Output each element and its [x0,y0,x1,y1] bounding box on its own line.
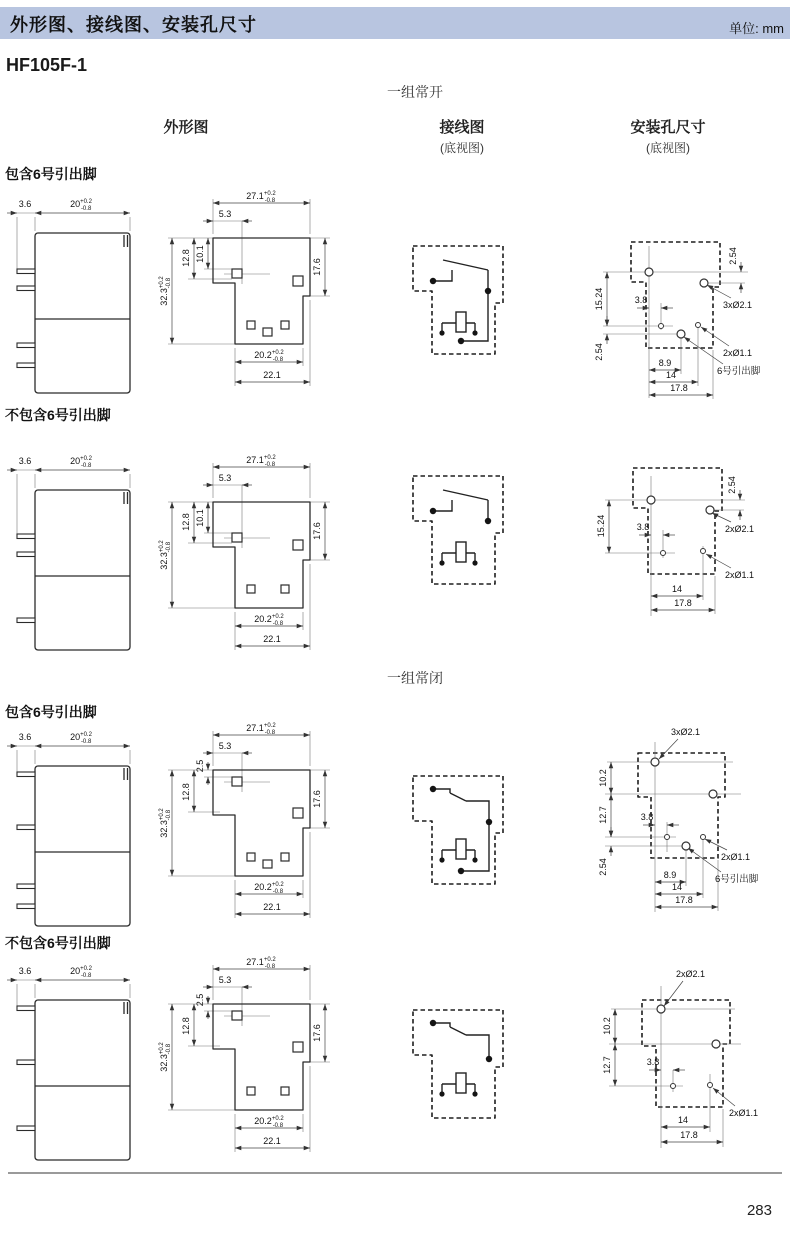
hole-spec-label: 2xØ2.1 [676,969,706,979]
dim-label: $20.2^{+0.2}$ -0.8 [254,882,284,895]
dim-label: 17.6 [312,258,322,276]
bottom-view-1 [158,188,358,403]
holes [647,496,714,556]
mounting-holes-2 [583,438,788,628]
section2-label: 不包含6号引出脚 [5,407,111,423]
side-view-2 [5,450,155,662]
circuit [430,260,491,344]
dim-label: 3.6 [18,732,32,742]
dim-label: 3.6 [18,966,32,976]
dim-label: 22.1 [263,1136,281,1146]
dim-label: 3.8 [634,295,648,305]
dim-label: 2.54 [727,476,737,494]
section4-label: 不包含6号引出脚 [5,935,111,951]
dim-label: 2.5 [195,993,205,1007]
dim-label: 14 [665,370,677,380]
circuit [430,786,492,874]
footprint-outline [413,476,503,584]
dims [7,456,130,536]
dims [159,723,330,918]
hole-spec-label: 2xØ1.1 [723,348,753,358]
dim-label: 12.8 [181,1017,191,1035]
relay-body [17,490,130,650]
dims [596,476,754,616]
dim-label: $32.3^{+0.2}-0.8$ [159,276,172,306]
dim-label: 3.8 [640,812,654,822]
side-view-3 [5,726,155,938]
dim-label: 3.6 [18,456,32,466]
hole-spec-label: 2xØ2.1 [725,524,755,534]
col-wiring-sub: (底视图) [440,141,484,155]
footprint-outline [633,468,722,574]
dim-label: $32.3^{+0.2}-0.8$ [159,540,172,570]
hole-spec-label: 2xØ1.1 [721,852,751,862]
dim-label: 22.1 [263,370,281,380]
dim-label: 12.7 [602,1056,612,1074]
dim-label: 2.5 [195,759,205,773]
relay-body [17,1000,130,1160]
dims [594,246,761,399]
model-title: HF105F-1 [6,55,88,75]
dim-label: 10.2 [602,1017,612,1035]
side-view-4 [5,960,155,1172]
dim-label: 22.1 [263,902,281,912]
dim-label: 5.3 [218,209,232,219]
circuit [430,1020,492,1097]
dim-label: $27.1^{+0.2}$ -0.8 [246,191,276,204]
wiring-diagram-4 [400,992,515,1157]
dim-label: 12.8 [181,783,191,801]
circuit [430,490,491,566]
dim-label: 8.9 [663,870,677,880]
dim-label: $20^{+0.2}$ -0.8 [70,199,92,212]
pin6-label: 6号引出脚 [715,874,759,885]
dim-label: 17.6 [312,1024,322,1042]
dim-label: 12.8 [181,513,191,531]
dim-label: 12.7 [598,806,608,824]
dim-label: 2.54 [598,858,608,876]
wiring-diagram-1 [400,228,515,393]
header-bar [0,7,790,39]
dim-label: 17.8 [674,598,692,608]
hole-spec-label: 2xØ1.1 [729,1108,759,1118]
relay-body [17,766,130,926]
dim-label: 2.54 [728,247,738,265]
dim-label: 10.2 [598,769,608,787]
dim-label: 15.24 [596,514,606,538]
dim-label: 5.3 [218,473,232,483]
relay-footprint [213,770,310,876]
relay-footprint [213,1004,310,1110]
dim-label: 3.8 [636,522,650,532]
dim-label: 5.3 [218,975,232,985]
section3-label: 包含6号引出脚 [5,704,97,720]
relay-body [17,233,130,393]
dim-label: 12.8 [181,249,191,267]
bottom-view-3 [158,720,358,935]
dim-label: $20.2^{+0.2}$ -0.8 [254,1116,284,1129]
page-number: 283 [746,1202,772,1219]
mounting-holes-1 [583,218,788,408]
dim-label: 5.3 [218,741,232,751]
bottom-view-2 [158,452,358,667]
dim-label: $27.1^{+0.2}$ -0.8 [246,957,276,970]
dim-label: $32.3^{+0.2}-0.8$ [159,808,172,838]
mounting-holes-3 [583,722,788,922]
dims [7,199,130,273]
dim-label: 2.54 [594,343,604,361]
dims [602,969,758,1148]
dim-label: 10.1 [195,509,205,527]
dim-label: 8.9 [658,358,672,368]
dim-label: 22.1 [263,634,281,644]
side-view-1 [5,193,155,405]
dim-label: $20^{+0.2}$ -0.8 [70,966,92,979]
dims [159,191,330,386]
group-label-closed: 一组常闭 [387,670,443,686]
wiring-diagram-2 [400,458,515,623]
dim-label: $32.3^{+0.2}-0.8$ [159,1042,172,1072]
dim-label: 3.8 [646,1057,660,1067]
unit-label: 单位: mm [729,21,784,36]
dims [159,957,330,1152]
holes [657,1005,720,1089]
dim-label: 14 [671,882,683,892]
relay-footprint [213,502,310,608]
footer-divider [8,1172,782,1174]
col-wiring: 接线图 [439,119,485,136]
page-title: 外形图、接线图、安装孔尺寸 [10,15,257,35]
hole-spec-label: 2xØ1.1 [725,570,755,580]
footprint-outline [413,246,503,354]
relay-footprint [213,238,310,344]
dim-label: $27.1^{+0.2}$ -0.8 [246,455,276,468]
dim-label: 17.8 [675,895,693,905]
dim-label: $27.1^{+0.2}$ -0.8 [246,723,276,736]
col-outline: 外形图 [163,119,209,136]
dims [598,727,759,912]
footprint-outline [413,1010,503,1118]
holes [651,758,717,850]
holes [645,268,708,338]
mounting-holes-4 [583,962,788,1162]
dim-label: 17.6 [312,790,322,808]
col-mounting: 安装孔尺寸 [630,119,706,136]
dims [159,455,330,650]
col-mounting-sub: (底视图) [646,141,690,155]
dim-label: 15.24 [594,287,604,311]
dim-label: 3.6 [18,199,32,209]
dim-label: 17.8 [670,383,688,393]
dim-label: $20.2^{+0.2}$ -0.8 [254,350,284,363]
section1-label: 包含6号引出脚 [5,166,97,182]
pin6-label: 6号引出脚 [717,366,761,377]
dims [7,732,130,774]
hole-spec-label: 3xØ2.1 [723,300,753,310]
group-label-open: 一组常开 [387,84,443,100]
dim-label: $20.2^{+0.2}$ -0.8 [254,614,284,627]
dim-label: $20^{+0.2}$ -0.8 [70,456,92,469]
bottom-view-4 [158,954,358,1169]
dim-label: 17.6 [312,522,322,540]
wiring-diagram-3 [400,758,515,923]
dims [7,966,130,1008]
dim-label: 10.1 [195,245,205,263]
hole-spec-label: 3xØ2.1 [671,727,701,737]
dim-label: 14 [677,1115,689,1125]
dim-label: $20^{+0.2}$ -0.8 [70,732,92,745]
dim-label: 14 [671,584,683,594]
dim-label: 17.8 [680,1130,698,1140]
